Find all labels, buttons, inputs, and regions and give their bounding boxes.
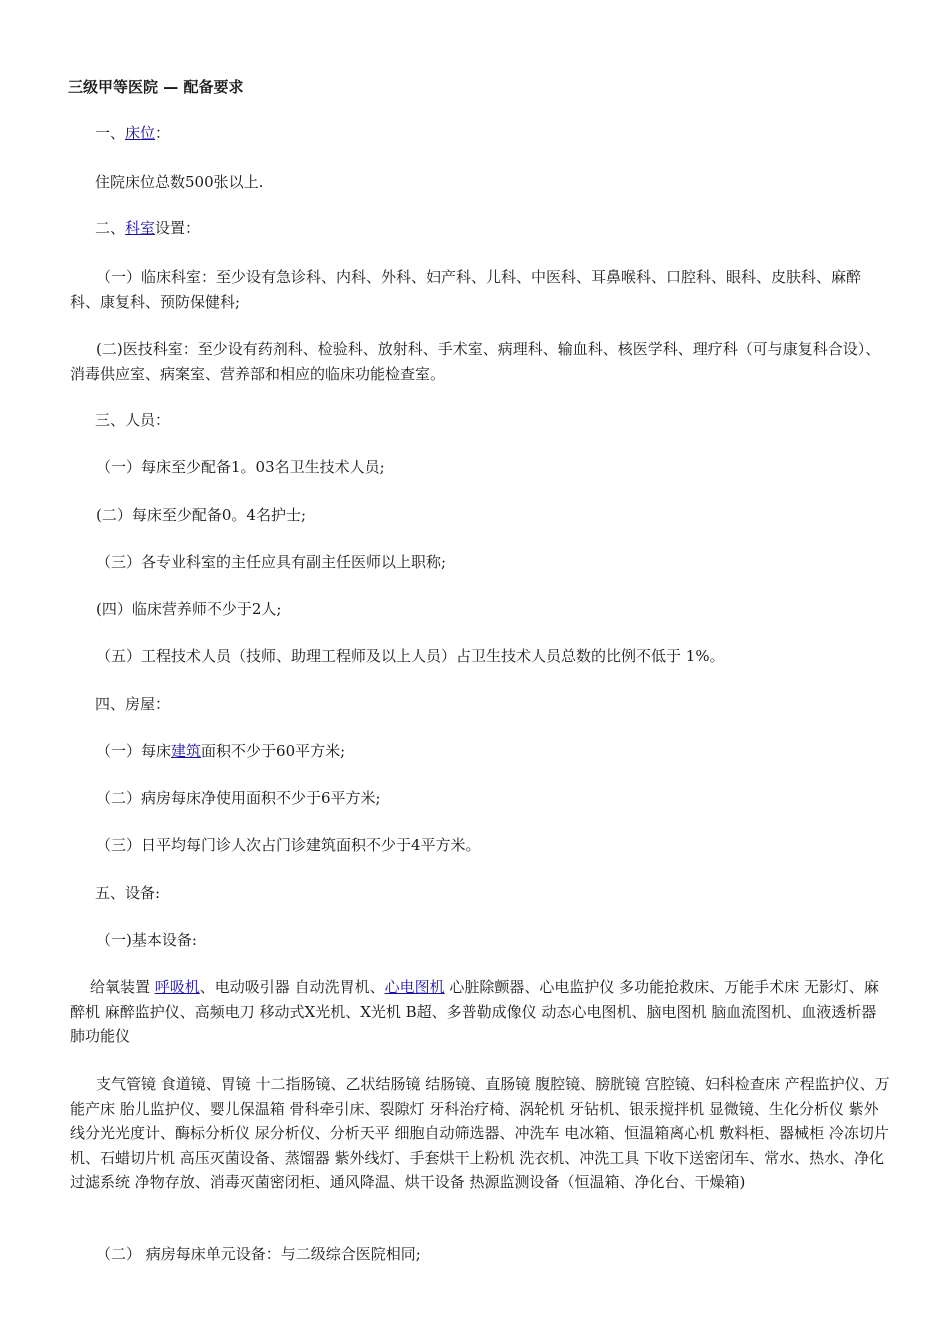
staff-item: (四）临床营养师不少于2人;: [96, 600, 282, 618]
housing-item: （一）每床建筑面积不少于60平方米;: [96, 742, 346, 760]
basic-equipment-list-2: 支气管镜 食道镜、胃镜 十二指肠镜、乙状结肠镜 结肠镜、直肠镜 腹腔镜、膀胱镜 宫腔镜、妇科检查床 产程监护仪、万能产床 胎儿监护仪、婴儿保温箱 骨科牵引床、裂隙灯 牙科治疗椅、涡轮机 牙钻机、银汞搅拌机 显微镜、生化分析仪 紫外线分光光度计、酶标分析仪 尿分析仪、分析天平 细胞自动筛选器、冲洗车 电冰箱、恒温箱离心机 敷料柜、器械柜 冷冻切片机、石蜡切片机 高压灭菌设备、蒸馏器 紫外线灯、手套烘干上粉机 洗衣机、冲洗工具 下收下送密闭车、常水、热水、净化过滤系统 净物存放、消毒灭菌密闭柜、通风降温、烘干设备 热源监测设备（恒温箱、净化台、干燥箱): [70, 1075, 890, 1191]
ecg-machine-link[interactable]: 心电图机: [384, 978, 445, 996]
staff-item: (二）每床至少配备0。4名护士;: [96, 506, 306, 524]
medical-tech-departments-paragraph: (二)医技科室：至少设有药剂科、检验科、放射科、手术室、病理科、输血科、核医学科、理疗科（可与康复科合设）、消毒供应室、病案室、营养部和相应的临床功能检查室。: [70, 340, 881, 383]
section-equipment-heading: 五、设备:: [95, 884, 161, 902]
staff-item: （一）每床至少配备1。03名卫生技术人员;: [96, 458, 385, 476]
section-housing-heading: 四、房屋：: [95, 695, 171, 713]
basic-equipment-list-1: 给氧装置 呼吸机、电动吸引器 自动洗胃机、心电图机 心脏除颤器、心电监护仪 多功能抢救床、万能手术床 无影灯、麻醉机 麻醉监护仪、高频电刀 移动式X光机、X光机 B超、多普勒成像仪 动态心电图机、脑电图机 脑血流图机、血液透析器 肺功能仪: [70, 978, 879, 1045]
beds-link[interactable]: 床位: [125, 124, 156, 142]
ward-equipment-item: （二） 病房每床单元设备：与二级综合医院相同;: [96, 1245, 421, 1263]
ventilator-link[interactable]: 呼吸机: [154, 978, 200, 996]
beds-text: 住院床位总数500张以上.: [95, 173, 264, 191]
housing-item: （二）病房每床净使用面积不少于6平方米;: [96, 789, 381, 807]
document-title: 三级甲等医院 — 配备要求: [68, 78, 244, 96]
staff-item: （五）工程技术人员（技师、助理工程师及以上人员）占卫生技术人员总数的比例不低于 1%。: [96, 647, 725, 665]
departments-link[interactable]: 科室: [125, 219, 156, 237]
staff-item: （三）各专业科室的主任应具有副主任医师以上职称;: [96, 553, 447, 571]
section-beds-heading: 一、床位：: [95, 124, 171, 142]
building-link[interactable]: 建筑: [171, 742, 202, 760]
housing-item: （三）日平均每门诊人次占门诊建筑面积不少于4平方米。: [96, 836, 481, 854]
section-staff-heading: 三、人员：: [95, 411, 171, 429]
clinical-departments-paragraph: （一）临床科室：至少设有急诊科、内科、外科、妇产科、儿科、中医科、耳鼻喉科、口腔科、眼科、皮肤科、麻醉科、康复科、预防保健科;: [70, 268, 862, 311]
basic-equipment-heading: （一)基本设备:: [96, 931, 197, 949]
section-departments-heading: 二、科室设置：: [95, 219, 201, 237]
